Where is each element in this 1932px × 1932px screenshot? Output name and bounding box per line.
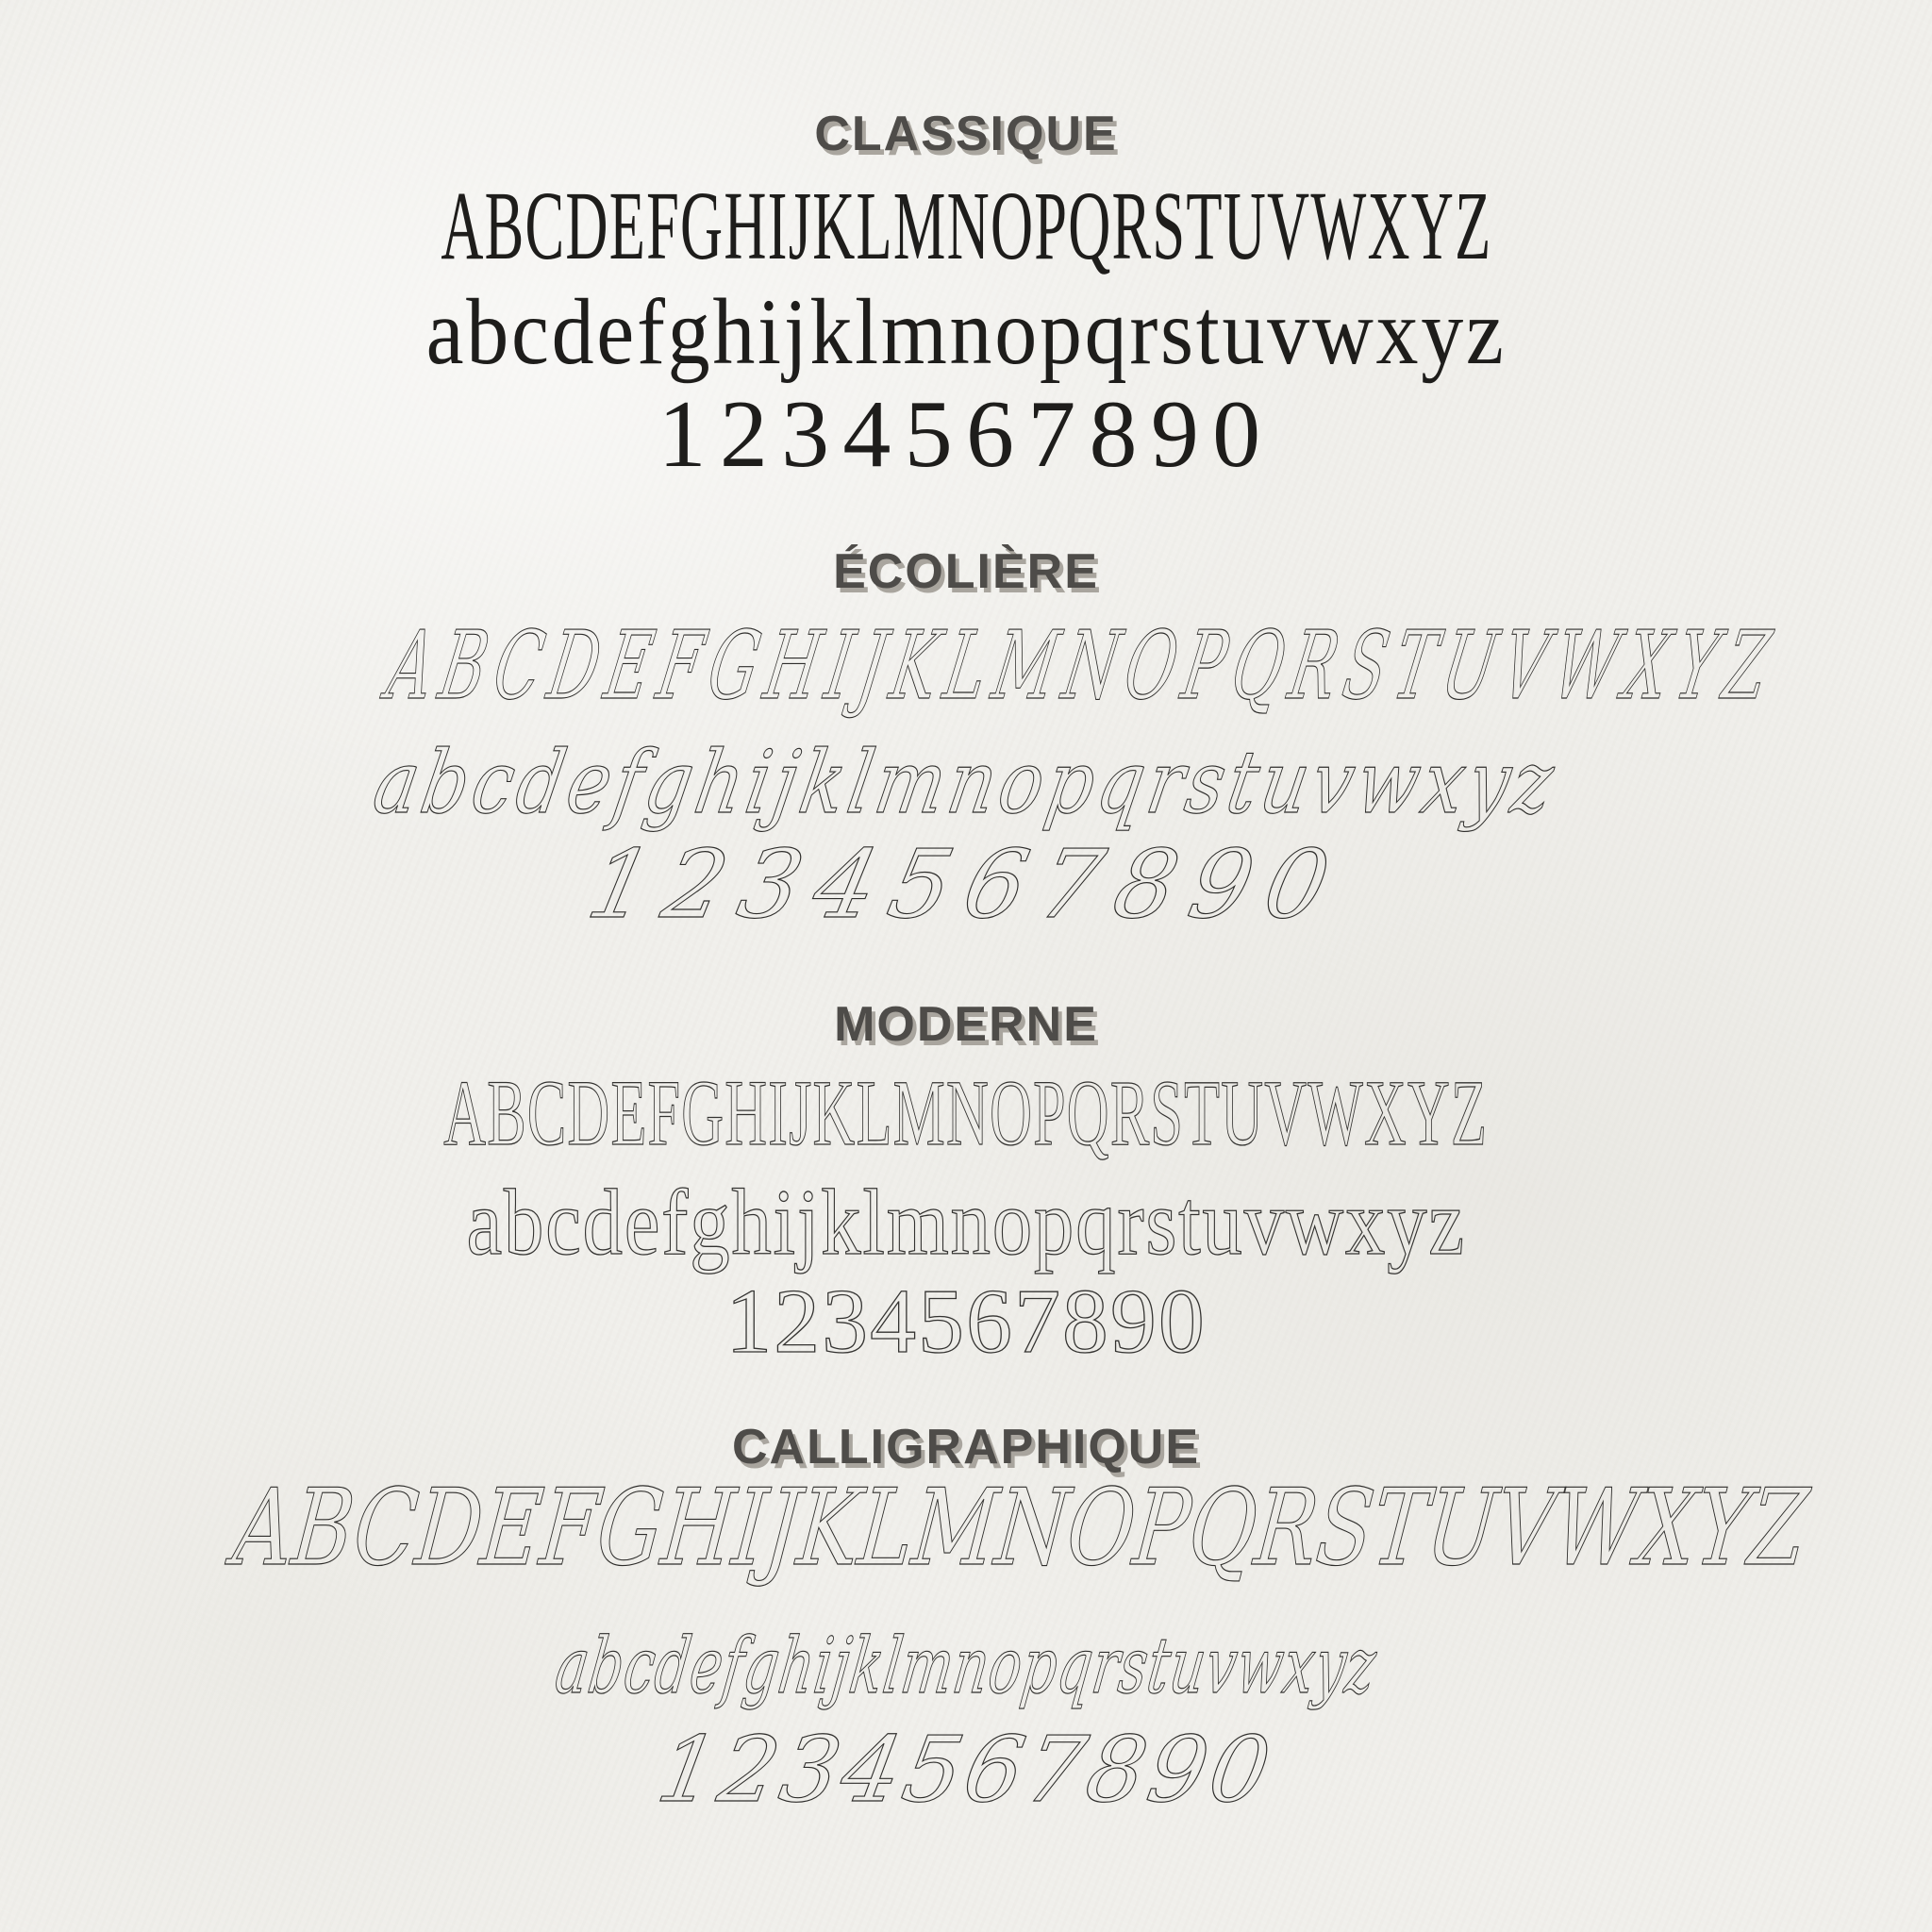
section-title-calligraphique: CALLIGRAPHIQUE [732,1420,1200,1474]
section-title-moderne: MODERNE [834,997,1098,1052]
classique-lowercase-row [0,279,1932,384]
section-title-ecoliere: ÉCOLIÈRE [833,544,1099,599]
calligraphique-lowercase-row [0,1622,1932,1711]
moderne-lowercase-glyphs: abcdefghijklmnopqrstuvwxyz [466,1170,1466,1274]
moderne-uppercase-row [0,1060,1932,1165]
moderne-numerals-glyphs: 1234567890 [725,1271,1207,1373]
classique-numerals-row [0,381,1932,488]
ecoliere-uppercase-glyphs: ABCDEFGHIJKLMNOPQRSTUVWXYZ [380,610,1787,721]
ecoliere-numerals-glyphs: 1234567890 [578,829,1354,940]
calligraphique-numerals-glyphs: 1234567890 [650,1717,1282,1823]
calligraphique-uppercase-row [0,1467,1932,1590]
ecoliere-uppercase-row [0,610,1932,721]
classique-uppercase-glyphs: ABCDEFGHIJKLMNOPQRSTUVWXYZ [440,172,1492,280]
moderne-numerals-row [0,1271,1932,1373]
calligraphique-numerals-row [0,1717,1932,1823]
section-title-classique: CLASSIQUE [814,107,1118,161]
classique-uppercase-row [0,172,1932,280]
classique-numerals-glyphs: 1234567890 [658,381,1274,488]
moderne-lowercase-row [0,1170,1932,1274]
calligraphique-lowercase-glyphs: abcdefghijklmnopqrstuvwxyz [550,1622,1382,1711]
calligraphique-uppercase-glyphs: ABCDEFGHIJKLMNOPQRSTUVWXYZ [228,1467,1813,1590]
ecoliere-numerals-row [0,829,1932,940]
ecoliere-lowercase-glyphs: abcdefghijklmnopqrstuvwxyz [367,732,1566,833]
ecoliere-lowercase-row [0,732,1932,833]
classique-lowercase-glyphs: abcdefghijklmnopqrstuvwxyz [425,279,1507,384]
moderne-uppercase-glyphs: ABCDEFGHIJKLMNOPQRSTUVWXYZ [443,1060,1489,1165]
